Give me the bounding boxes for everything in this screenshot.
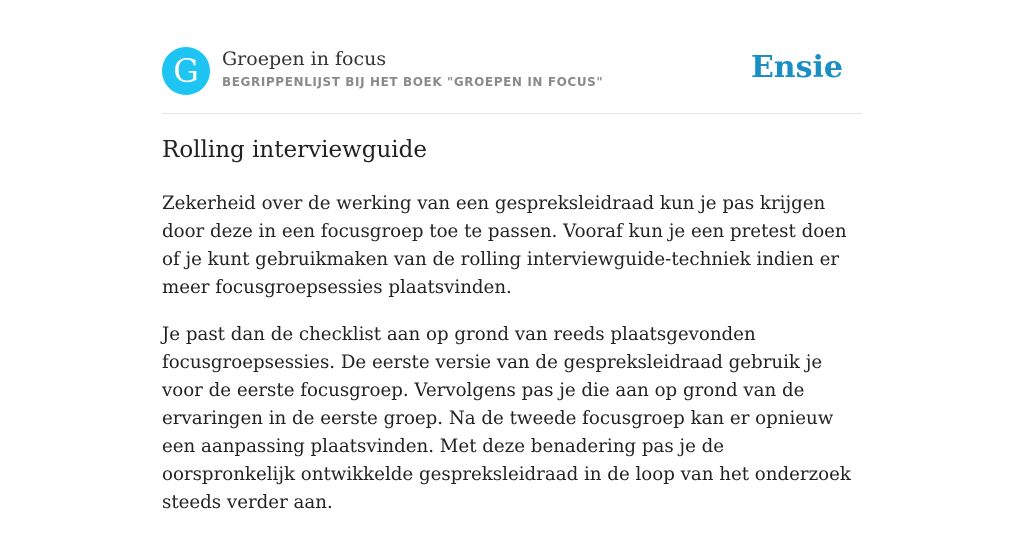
- site-subtitle: BEGRIPPENLIJST BIJ HET BOEK "GROEPEN IN FOCUS": [222, 75, 604, 89]
- brand-logo[interactable]: Ensie: [750, 50, 843, 85]
- term-title: Rolling interviewguide: [162, 137, 427, 163]
- site-title[interactable]: Groepen in focus: [222, 48, 387, 70]
- header: [162, 46, 862, 96]
- definition-paragraph-1: Zekerheid over de werking van een gespreksleidraad kun je pas krijgen door deze in een focusgroep toe te passen. Vooraf kun je een pretest doen of je kunt gebruikmaken van de rolling interviewguide-techniek indien er meer focusgroepsessies plaatsvinden.: [162, 193, 847, 298]
- header-divider: [162, 113, 862, 114]
- definition-paragraph-2: Je past dan de checklist aan op grond van reeds plaatsgevonden focusgroepsessies. De eerste versie van de gespreksleidraad gebruik je voor de eerste focusgroep. Vervolgens pas je die aan op grond van de ervaringen in de eerste groep. Na de tweede focusgroep kan er opnieuw een aanpassing plaatsvinden. Met deze benadering pas je de oorspronkelijk ontwikkelde gespreksleidraad in de loop van het onderzoek steeds verder aan.: [162, 324, 851, 513]
- avatar[interactable]: G: [162, 47, 210, 95]
- definition: [162, 190, 862, 536]
